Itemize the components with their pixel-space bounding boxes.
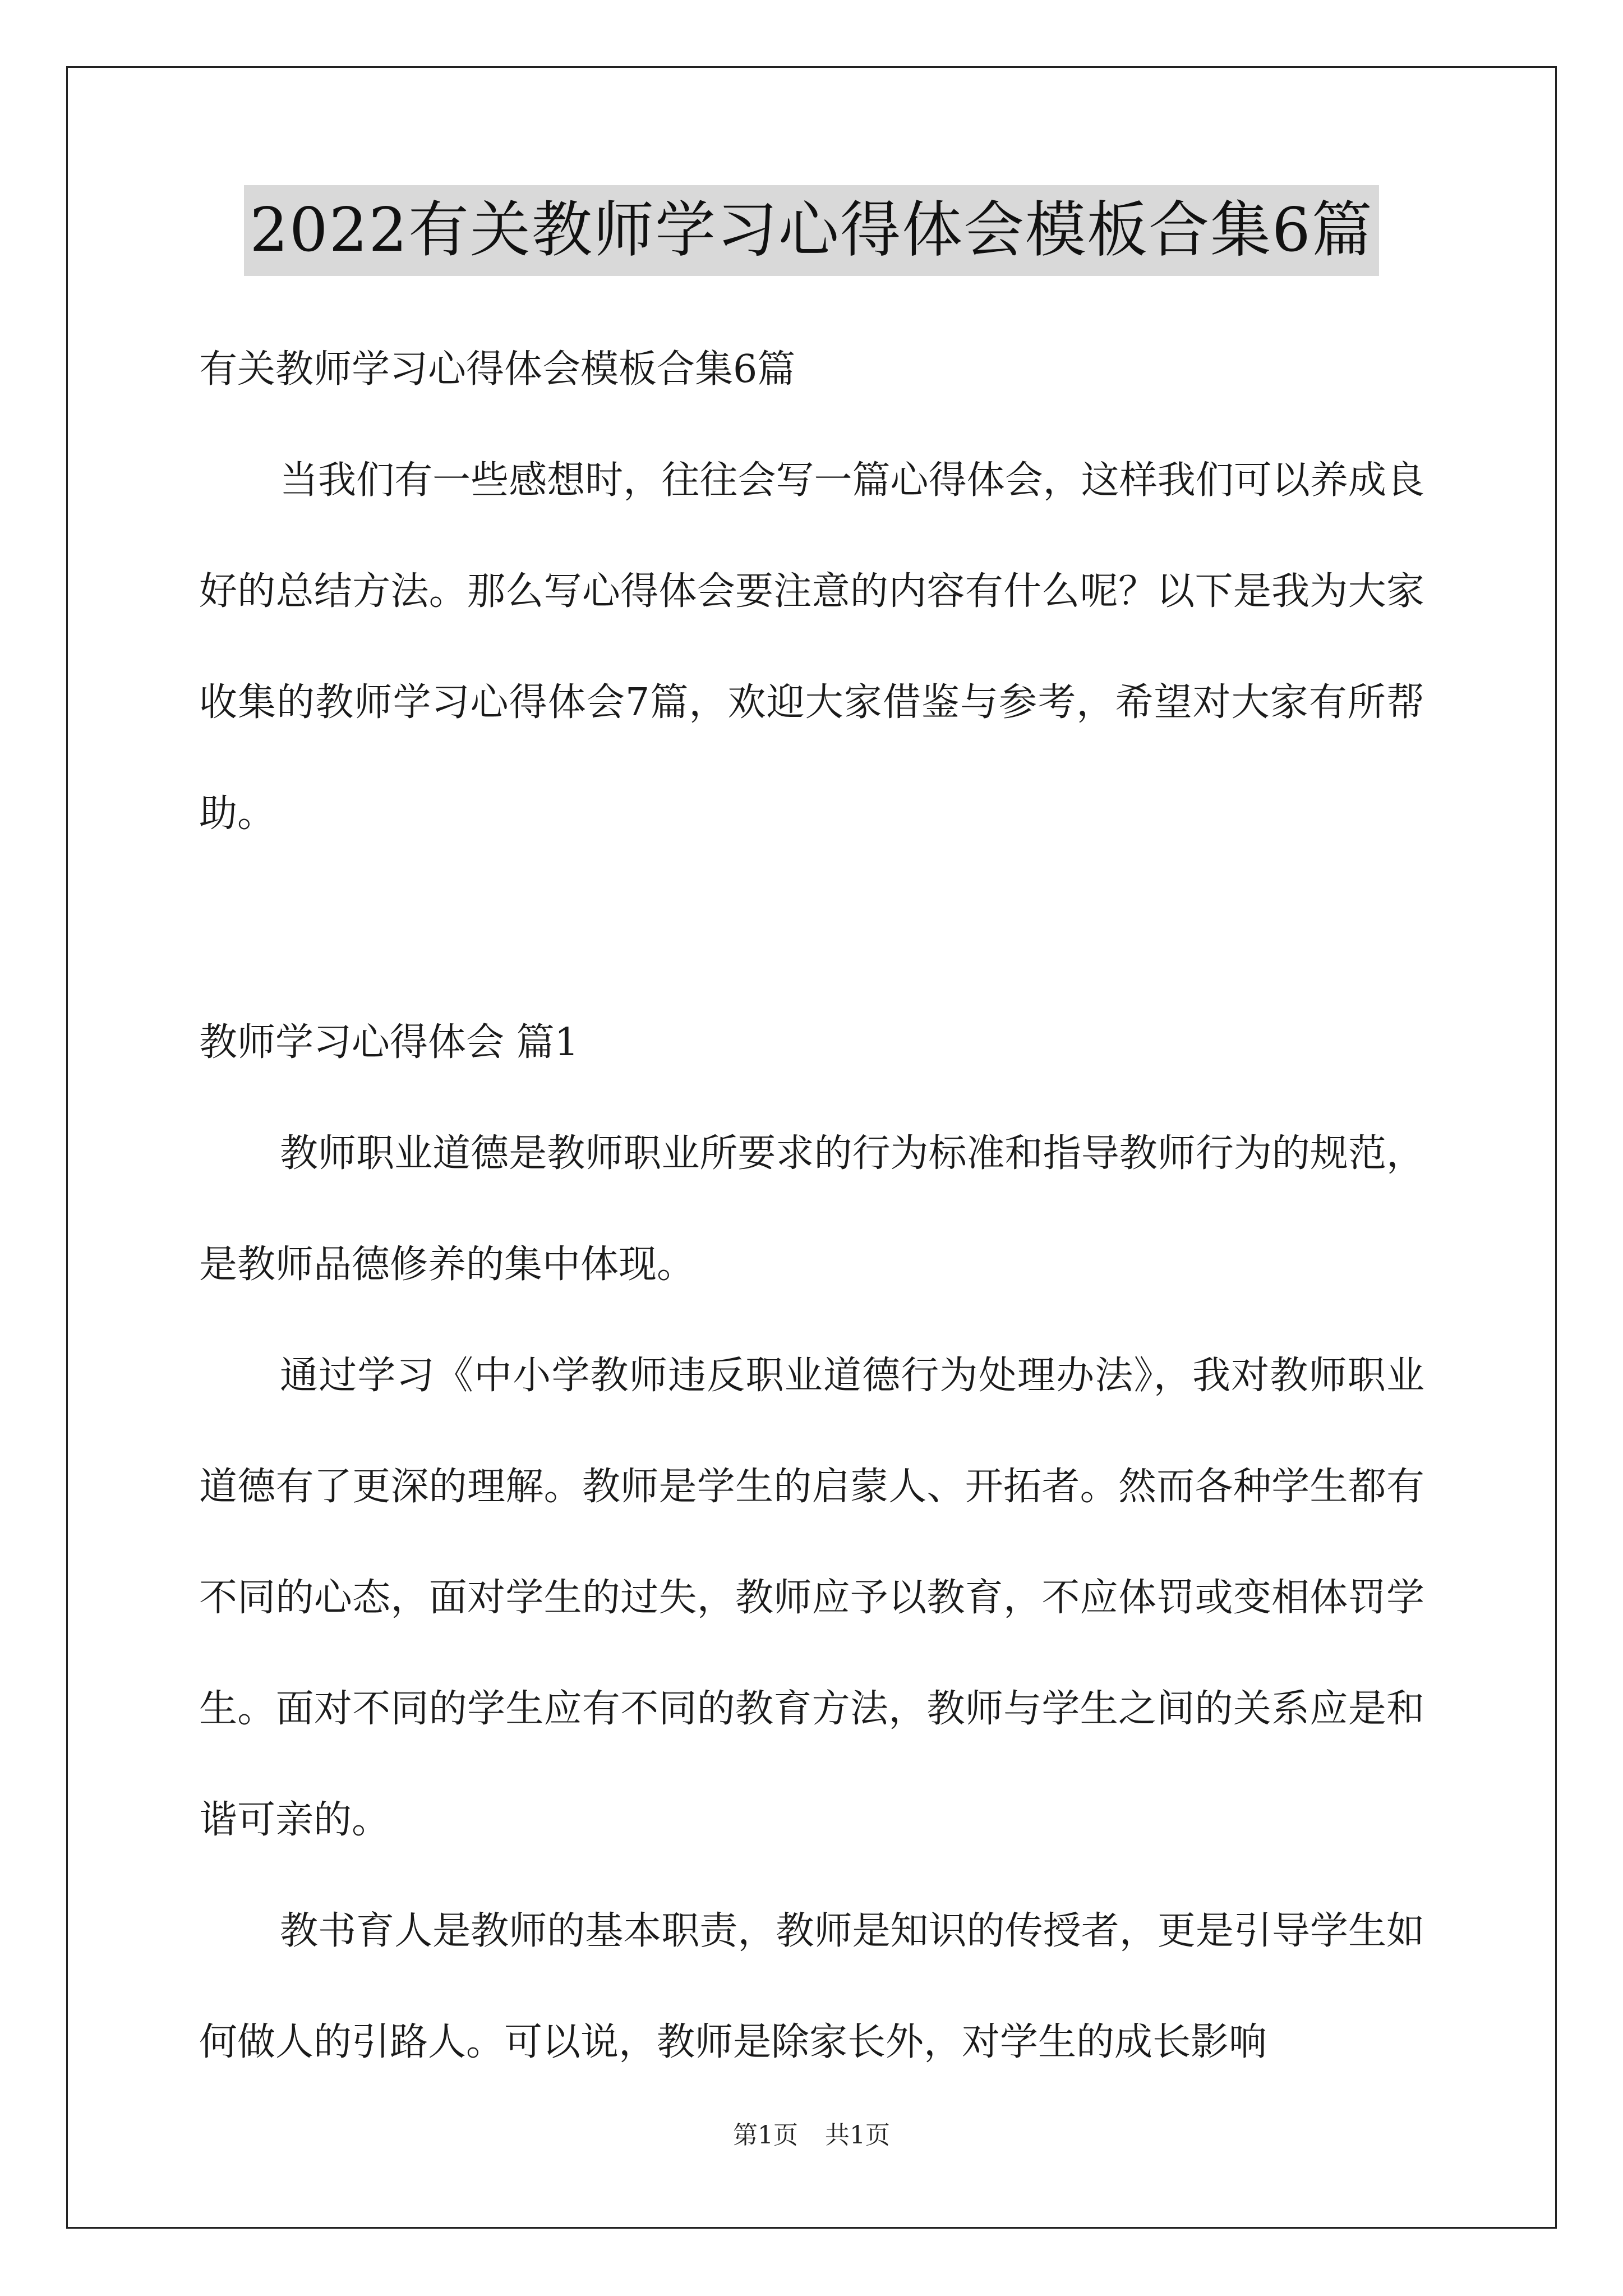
body-paragraph-2: 通过学习《中小学教师违反职业道德行为处理办法》，我对教师职业道德有了更深的理解。教师是学生的启蒙人、开拓者。然而各种学生都有不同的心态，面对学生的过失，教师应予以教育，不应体罚或变相体罚学生。面对不同的学生应有不同的教育方法，教师与学生之间的关系应是和谐可亲的。 bbox=[199, 1354, 1424, 1842]
section-heading: 教师学习心得体会 篇1 bbox=[199, 1020, 579, 1065]
document-subtitle: 有关教师学习心得体会模板合集6篇 bbox=[199, 347, 796, 392]
intro-paragraph: 当我们有一些感想时，往往会写一篇心得体会，这样我们可以养成良好的总结方法。那么写心得体会要注意的内容有什么呢？以下是我为大家收集的教师学习心得体会7篇，欢迎大家借鉴与参考，希望对大家有所帮助。 bbox=[199, 458, 1424, 836]
document-title: 2022有关教师学习心得体会模板合集6篇 bbox=[244, 185, 1379, 276]
page-total: 共1页 bbox=[825, 2121, 890, 2150]
document-body bbox=[199, 314, 1424, 2098]
title-container bbox=[0, 185, 1623, 276]
page-footer bbox=[0, 2115, 1623, 2151]
body-paragraph-3: 教书育人是教师的基本职责，教师是知识的传授者，更是引导学生如何做人的引路人。可以说，教师是除家长外，对学生的成长影响 bbox=[199, 1909, 1424, 2064]
page-number: 第1页 bbox=[733, 2121, 798, 2150]
body-paragraph-1: 教师职业道德是教师职业所要求的行为标准和指导教师行为的规范，是教师品德修养的集中体现。 bbox=[199, 1131, 1424, 1287]
